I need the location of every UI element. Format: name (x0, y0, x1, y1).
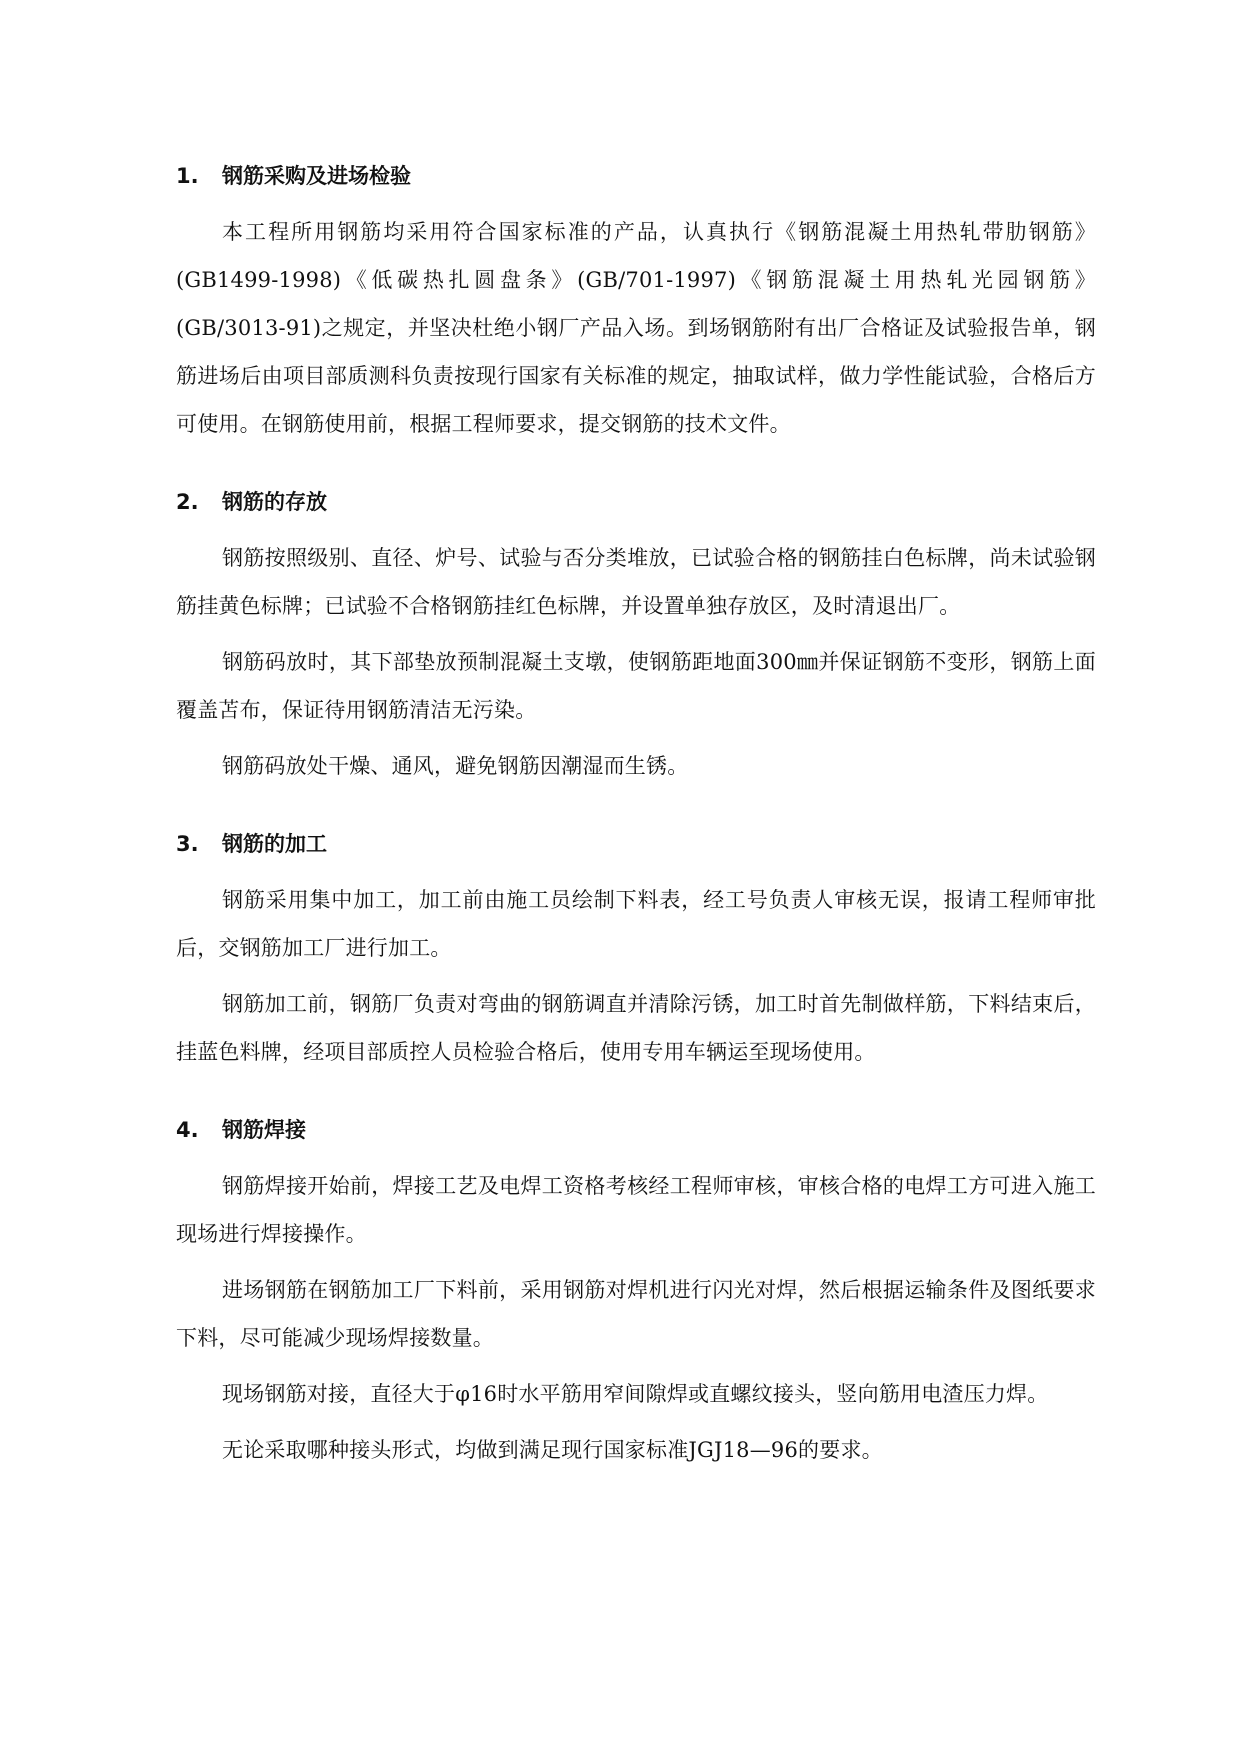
section-title: 钢筋采购及进场检验 (222, 164, 411, 188)
paragraph: 钢筋码放时，其下部垫放预制混凝土支墩，使钢筋距地面300㎜并保证钢筋不变形，钢筋上面覆盖苫布，保证待用钢筋清洁无污染。 (176, 650, 1096, 722)
paragraph: 钢筋按照级别、直径、炉号、试验与否分类堆放，已试验合格的钢筋挂白色标牌，尚未试验钢筋挂黄色标牌；已试验不合格钢筋挂红色标牌，并设置单独存放区，及时清退出厂。 (176, 546, 1096, 618)
paragraph: 进场钢筋在钢筋加工厂下料前，采用钢筋对焊机进行闪光对焊，然后根据运输条件及图纸要求下料，尽可能减少现场焊接数量。 (176, 1278, 1096, 1350)
section-title: 钢筋的存放 (222, 490, 327, 514)
section-title: 钢筋焊接 (222, 1118, 306, 1142)
document-page (176, 160, 1096, 1512)
section-title: 钢筋的加工 (222, 832, 327, 856)
paragraph: 无论采取哪种接头形式，均做到满足现行国家标准JGJ18—96的要求。 (222, 1438, 883, 1462)
section-rebar-processing (176, 828, 1096, 1076)
paragraph: 现场钢筋对接，直径大于φ16时水平筋用窄间隙焊或直螺纹接头，竖向筋用电渣压力焊。 (222, 1382, 1049, 1406)
paragraph: 本工程所用钢筋均采用符合国家标准的产品，认真执行《钢筋混凝土用热轧带肋钢筋》(GB1499-1998)《低碳热扎圆盘条》(GB/701-1997)《钢筋混凝土用热轧光园钢筋》(GB/3013-91)之规定，并坚决杜绝小钢厂产品入场。到场钢筋附有出厂合格证及试验报告单，钢筋进场后由项目部质测科负责按现行国家有关标准的规定，抽取试样，做力学性能试验，合格后方可使用。在钢筋使用前，根据工程师要求，提交钢筋的技术文件。 (176, 220, 1096, 436)
paragraph: 钢筋加工前，钢筋厂负责对弯曲的钢筋调直并清除污锈，加工时首先制做样筋，下料结束后，挂蓝色料牌，经项目部质控人员检验合格后，使用专用车辆运至现场使用。 (176, 992, 1096, 1064)
paragraph: 钢筋码放处干燥、通风，避免钢筋因潮湿而生锈。 (222, 754, 689, 778)
section-number: 4. (176, 1118, 199, 1142)
section-heading (176, 828, 1096, 860)
section-number: 3. (176, 832, 199, 856)
paragraph: 钢筋焊接开始前，焊接工艺及电焊工资格考核经工程师审核，审核合格的电焊工方可进入施工现场进行焊接操作。 (176, 1174, 1096, 1246)
section-rebar-welding (176, 1114, 1096, 1474)
section-heading (176, 486, 1096, 518)
section-number: 1. (176, 164, 199, 188)
section-rebar-procurement (176, 160, 1096, 448)
section-number: 2. (176, 490, 199, 514)
section-heading (176, 1114, 1096, 1146)
section-rebar-storage (176, 486, 1096, 790)
section-heading (176, 160, 1096, 192)
paragraph: 钢筋采用集中加工，加工前由施工员绘制下料表，经工号负责人审核无误，报请工程师审批后，交钢筋加工厂进行加工。 (176, 888, 1096, 960)
